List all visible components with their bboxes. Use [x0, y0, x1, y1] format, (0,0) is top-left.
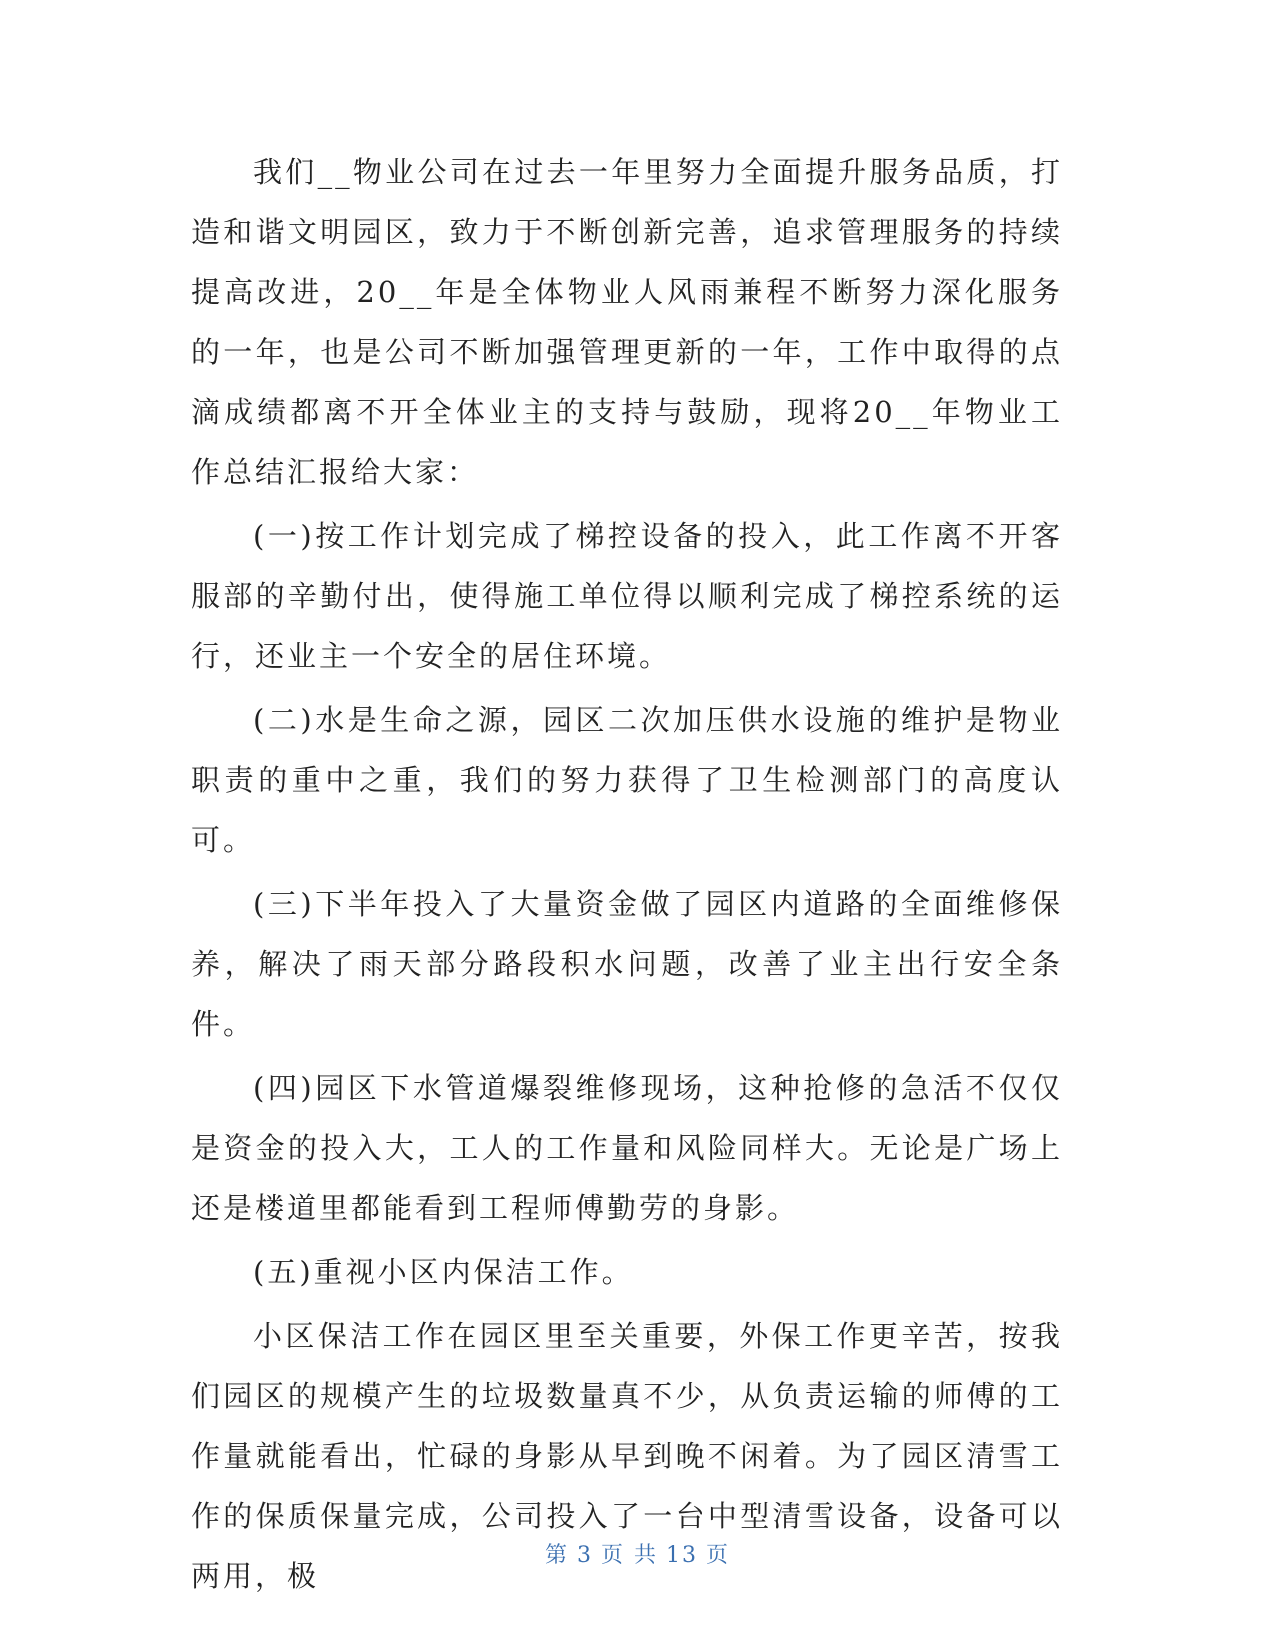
paragraph-item-5: (五)重视小区内保洁工作。	[253, 1255, 634, 1289]
page-number-footer	[0, 1538, 1275, 1569]
paragraph-intro: 我们__物业公司在过去一年里努力全面提升服务品质，打造和谐文明园区，致力于不断创新完善，追求管理服务的持续提高改进，20__年是全体物业人风雨兼程不断努力深化服务的一年，也是公司不断加强管理更新的一年，工作中取得的点滴成绩都离不开全体业主的支持与鼓励，现将20__年物业工作总结汇报给大家：	[191, 155, 1063, 489]
paragraph-item-1: (一)按工作计划完成了梯控设备的投入，此工作离不开客服部的辛勤付出，使得施工单位得以顺利完成了梯控系统的运行，还业主一个安全的居住环境。	[191, 519, 1063, 673]
document-body	[191, 142, 1063, 1610]
footer-prefix: 第	[544, 1543, 569, 1568]
footer-current-page: 3	[577, 1543, 593, 1568]
paragraph-cleaning: 小区保洁工作在园区里至关重要，外保工作更辛苦，按我们园区的规模产生的垃圾数量真不少，从负责运输的师傅的工作量就能看出，忙碌的身影从早到晚不闲着。为了园区清雪工作的保质保量完成，公司投入了一台中型清雪设备，设备可以两用，极	[191, 1319, 1063, 1593]
footer-middle: 页 共	[601, 1543, 658, 1568]
footer-total-pages: 13	[666, 1543, 698, 1568]
paragraph-item-3: (三)下半年投入了大量资金做了园区内道路的全面维修保养，解决了雨天部分路段积水问题，改善了业主出行安全条件。	[191, 887, 1063, 1041]
paragraph-item-2: (二)水是生命之源，园区二次加压供水设施的维护是物业职责的重中之重，我们的努力获得了卫生检测部门的高度认可。	[191, 703, 1063, 857]
paragraph-item-4: (四)园区下水管道爆裂维修现场，这种抢修的急活不仅仅是资金的投入大，工人的工作量和风险同样大。无论是广场上还是楼道里都能看到工程师傅勤劳的身影。	[191, 1071, 1063, 1225]
footer-suffix: 页	[706, 1543, 731, 1568]
